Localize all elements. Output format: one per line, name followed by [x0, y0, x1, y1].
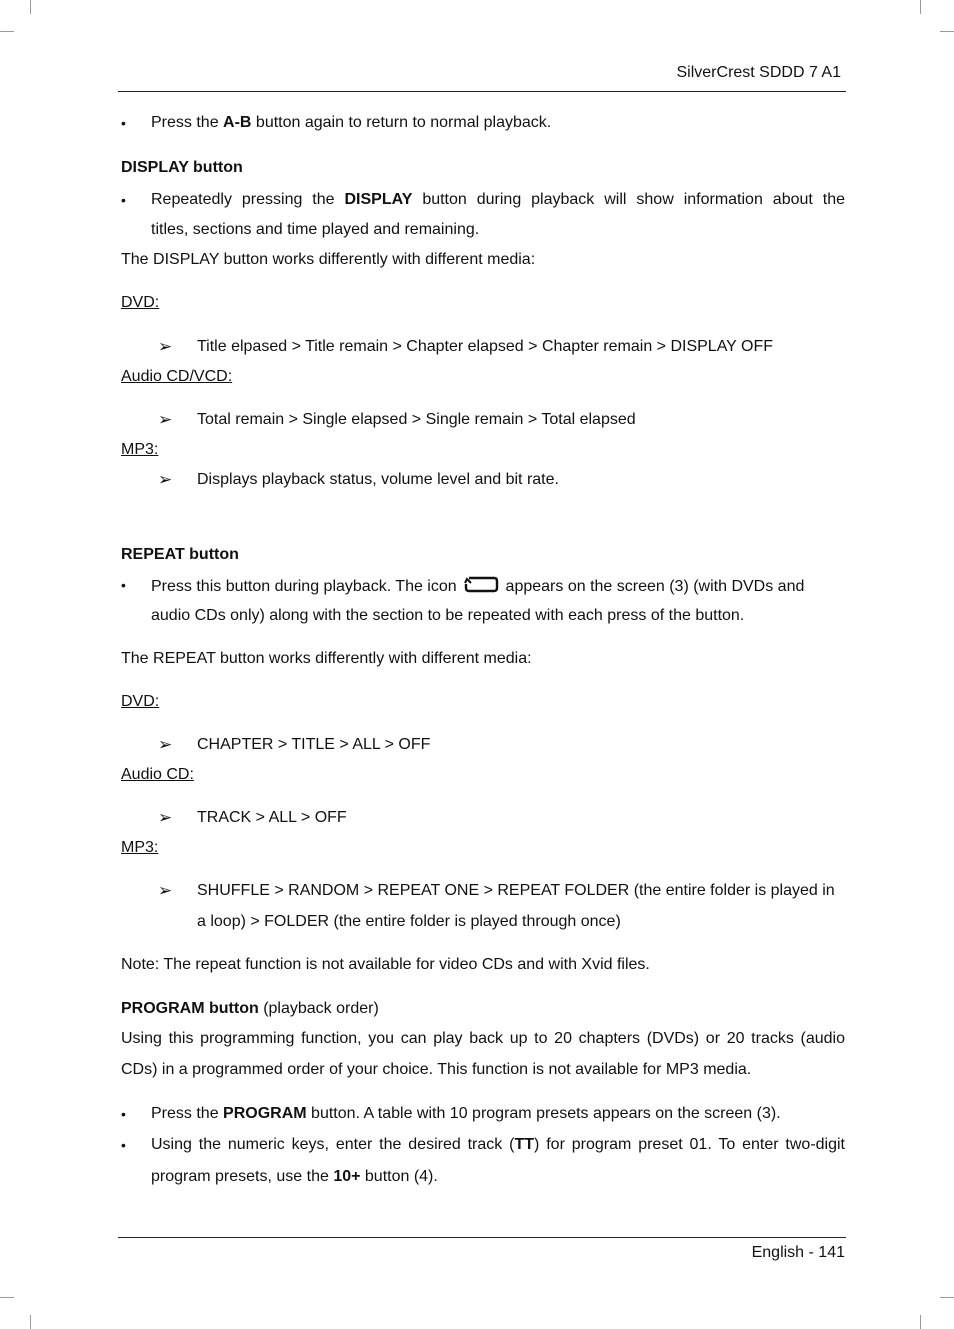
display-mp3-label: MP3: [121, 441, 159, 458]
repeat-icon [463, 575, 499, 593]
display-cd-label: Audio CD/VCD: [121, 368, 233, 385]
crop-mark [940, 1297, 954, 1298]
header-rule [118, 91, 846, 92]
crop-mark [0, 31, 14, 32]
crop-mark [940, 31, 954, 32]
arrow-marker: ➢ [158, 808, 173, 827]
crop-mark [920, 0, 921, 14]
crop-mark [30, 1315, 31, 1329]
program-bullet2-line1: Using the numeric keys, enter the desired track (TT) for program preset 01. To enter two-digit [151, 1136, 846, 1153]
program-heading: PROGRAM button (playback order) [121, 1000, 379, 1017]
repeat-dvd-sequence: CHAPTER > TITLE > ALL > OFF [197, 736, 431, 753]
repeat-mp3-sequence-line1: SHUFFLE > RANDOM > REPEAT ONE > REPEAT FOLDER (the entire folder is played in [197, 882, 835, 899]
arrow-marker: ➢ [158, 410, 173, 429]
program-bullet1: Press the PROGRAM button. A table with 10 program presets appears on the screen (3). [151, 1105, 781, 1122]
repeat-heading: REPEAT button [121, 546, 239, 563]
program-paragraph-line2: CDs) in a programmed order of your choice. This function is not available for MP3 media. [121, 1061, 752, 1078]
crop-mark [0, 1297, 14, 1298]
header-title: SilverCrest SDDD 7 A1 [676, 64, 841, 81]
display-bullet-line1: Repeatedly pressing the DISPLAY button during playback will show information about the [151, 191, 846, 208]
bullet-marker: • [121, 1137, 126, 1153]
repeat-dvd-label: DVD: [121, 693, 160, 710]
bullet-marker: • [121, 115, 126, 131]
footer-rule [118, 1237, 846, 1238]
display-dvd-label: DVD: [121, 294, 160, 311]
arrow-marker: ➢ [158, 337, 173, 356]
display-heading: DISPLAY button [121, 159, 243, 176]
display-dvd-sequence: Title elpased > Title remain > Chapter elapsed > Chapter remain > DISPLAY OFF [197, 338, 773, 355]
display-intro: The DISPLAY button works differently with different media: [121, 251, 536, 268]
ab-bullet-text: Press the A-B button again to return to normal playback. [151, 114, 552, 131]
crop-mark [30, 0, 31, 14]
display-cd-sequence: Total remain > Single elapsed > Single remain > Total elapsed [197, 411, 636, 428]
display-mp3-sequence: Displays playback status, volume level and bit rate. [197, 471, 559, 488]
repeat-mp3-label: MP3: [121, 839, 159, 856]
repeat-intro: The REPEAT button works differently with different media: [121, 650, 532, 667]
repeat-bullet-line1: Press this button during playback. The icon appears on the screen (3) (with DVDs and [151, 575, 804, 597]
arrow-marker: ➢ [158, 470, 173, 489]
repeat-cd-sequence: TRACK > ALL > OFF [197, 809, 347, 826]
bullet-marker: • [121, 1106, 126, 1122]
repeat-mp3-sequence-line2: a loop) > FOLDER (the entire folder is played through once) [197, 913, 621, 930]
arrow-marker: ➢ [158, 735, 173, 754]
repeat-bullet-line2: audio CDs only) along with the section to be repeated with each press of the button. [151, 607, 745, 624]
footer-page-info: English - 141 [751, 1244, 845, 1261]
arrow-marker: ➢ [158, 881, 173, 900]
program-paragraph-line1: Using this programming function, you can play back up to 20 chapters (DVDs) or 20 tracks (audio [121, 1030, 845, 1047]
display-bullet-line2: titles, sections and time played and remaining. [151, 221, 480, 238]
repeat-cd-label: Audio CD: [121, 766, 194, 783]
bullet-marker: • [121, 192, 126, 208]
repeat-note: Note: The repeat function is not available for video CDs and with Xvid files. [121, 956, 650, 973]
bullet-marker: • [121, 577, 126, 593]
program-bullet2-line2: program presets, use the 10+ button (4). [151, 1168, 438, 1185]
crop-mark [920, 1315, 921, 1329]
